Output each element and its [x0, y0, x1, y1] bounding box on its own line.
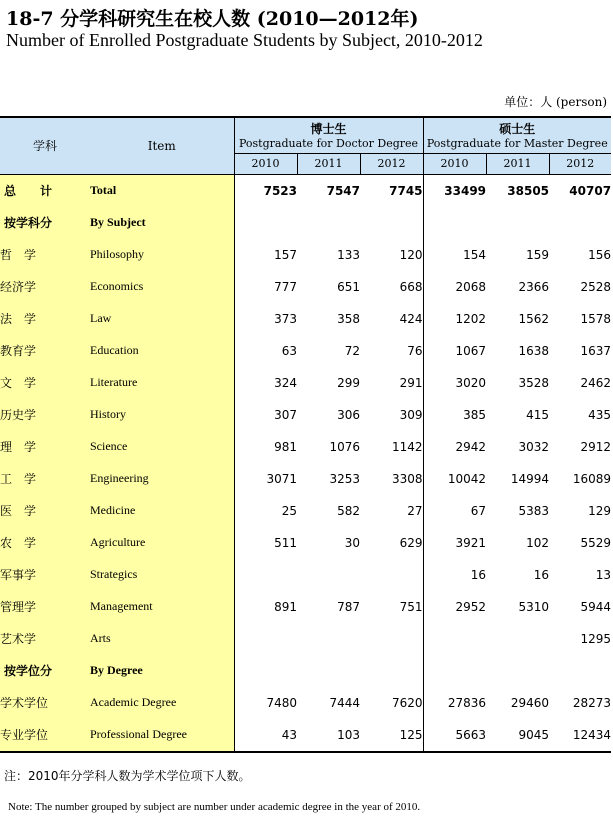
table-row	[0, 623, 611, 655]
master-value-cell: 40707	[569, 183, 612, 198]
master-value-cell: 3032	[518, 439, 550, 454]
doctor-value-cell: 787	[337, 599, 360, 614]
master-value-cell: 3921	[455, 535, 487, 550]
master-value-cell: 3528	[518, 375, 550, 390]
master-value-cell: 27836	[447, 695, 487, 710]
table-row	[0, 463, 611, 495]
table-row	[0, 719, 611, 752]
table-row	[0, 399, 611, 431]
table-row	[0, 495, 611, 527]
row-label-cn: 总 计	[0, 174, 90, 207]
master-value-cell: 154	[463, 247, 487, 262]
doctor-value-cell: 25	[281, 503, 297, 518]
unit-label: 单位：人 (person)	[504, 95, 607, 109]
header-doctor-year: 2012	[360, 153, 423, 174]
master-value-cell	[549, 655, 611, 687]
row-label-cn: 按学科分	[0, 207, 90, 239]
header-doctor-group	[234, 117, 423, 153]
doctor-value-cell: 7480	[266, 695, 297, 710]
master-value-cell: 12434	[549, 719, 611, 752]
row-label-cn: 理 学	[0, 431, 90, 463]
doctor-value-cell: 751	[360, 591, 423, 623]
master-value-cell	[423, 207, 486, 239]
master-value-cell: 2462	[580, 375, 612, 390]
master-value-cell: 5310	[518, 599, 550, 614]
doctor-value-cell: 63	[281, 343, 297, 358]
row-label-en: Agriculture	[90, 527, 234, 559]
doctor-value-cell: 981	[274, 439, 297, 454]
row-label-cn: 艺术学	[0, 623, 90, 655]
doctor-value-cell: 7745	[360, 174, 423, 207]
master-value-cell: 1578	[580, 311, 612, 326]
header-doctor-year: 2010	[234, 153, 297, 174]
doctor-value-cell	[360, 655, 423, 687]
doctor-value-cell: 27	[360, 495, 423, 527]
master-value-cell	[486, 623, 549, 655]
doctor-value-cell: 373	[274, 311, 297, 326]
doctor-value-cell: 103	[297, 719, 360, 752]
row-label-en: Education	[90, 335, 234, 367]
master-value-cell: 1562	[518, 311, 550, 326]
table-row	[0, 335, 611, 367]
master-value-cell: 5383	[518, 503, 550, 518]
master-value-cell: 102	[526, 535, 550, 550]
master-value-cell: 28273	[572, 695, 612, 710]
master-value-cell: 16	[533, 567, 550, 582]
master-value-cell: 2068	[455, 279, 487, 294]
doctor-value-cell: 324	[274, 375, 297, 390]
header-doctor-year: 2011	[297, 153, 360, 174]
page-title-en: Number of Enrolled Postgraduate Students by Subject, 2010-2012	[6, 30, 483, 50]
header-doctor-cn: 博士生	[310, 122, 347, 137]
row-label-en: Philosophy	[90, 239, 234, 271]
row-label-en: Arts	[90, 623, 234, 655]
table-row	[0, 367, 611, 399]
row-label-cn: 经济学	[0, 271, 90, 303]
page-title-cn: 18-7 分学科研究生在校人数 (2010—2012年)	[6, 8, 419, 30]
master-value-cell	[486, 207, 549, 239]
master-value-cell: 385	[463, 407, 487, 422]
row-label-cn: 哲 学	[0, 239, 90, 271]
row-label-en: Total	[90, 174, 234, 207]
doctor-value-cell: 307	[274, 407, 297, 422]
master-value-cell: 1202	[455, 311, 487, 326]
table-row	[0, 687, 611, 719]
note-cn: 注：2010年分学科人数为学术学位项下人数。	[4, 769, 251, 783]
master-value-cell	[423, 655, 486, 687]
master-value-cell: 38505	[507, 183, 550, 198]
header-master-year: 2011	[486, 153, 549, 174]
doctor-value-cell: 3253	[329, 471, 360, 486]
doctor-value-cell: 424	[360, 303, 423, 335]
table-row	[0, 207, 611, 239]
doctor-value-cell: 1142	[360, 431, 423, 463]
doctor-value-cell: 777	[274, 279, 297, 294]
master-value-cell: 5529	[580, 535, 612, 550]
row-label-cn: 农 学	[0, 527, 90, 559]
row-label-en: By Subject	[90, 207, 234, 239]
row-label-en: Professional Degree	[90, 719, 234, 752]
header-subject-cn: 学科	[0, 117, 90, 174]
master-value-cell: 5663	[423, 719, 486, 752]
doctor-value-cell: 43	[234, 719, 297, 752]
master-value-cell: 1067	[455, 343, 487, 358]
doctor-value-cell	[297, 559, 360, 591]
doctor-value-cell: 7547	[326, 183, 360, 198]
master-value-cell: 5944	[580, 599, 612, 614]
table-row	[0, 303, 611, 335]
doctor-value-cell: 1076	[329, 439, 360, 454]
row-label-cn: 工 学	[0, 463, 90, 495]
table-row	[0, 591, 611, 623]
row-label-cn: 文 学	[0, 367, 90, 399]
header-master-year: 2012	[549, 153, 611, 174]
table-row	[0, 559, 611, 591]
master-value-cell: 33499	[444, 183, 487, 198]
master-value-cell: 10042	[447, 471, 487, 486]
note-en: Note: The number grouped by subject are number under academic degree in the year of 2010.	[8, 801, 421, 813]
master-value-cell	[486, 655, 549, 687]
table-row	[0, 527, 611, 559]
doctor-value-cell: 358	[337, 311, 360, 326]
master-value-cell: 67	[470, 503, 487, 518]
master-value-cell: 2912	[580, 439, 612, 454]
doctor-value-cell	[234, 623, 297, 655]
master-value-cell: 435	[588, 407, 612, 422]
doctor-value-cell	[360, 559, 423, 591]
table-row	[0, 239, 611, 271]
doctor-value-cell	[360, 623, 423, 655]
doctor-value-cell: 133	[337, 247, 360, 262]
master-value-cell: 9045	[486, 719, 549, 752]
doctor-value-cell: 3308	[360, 463, 423, 495]
doctor-value-cell: 511	[274, 535, 297, 550]
master-value-cell: 13	[595, 567, 612, 582]
row-label-en: Economics	[90, 271, 234, 303]
doctor-value-cell	[297, 623, 360, 655]
doctor-value-cell: 668	[360, 271, 423, 303]
master-value-cell: 415	[526, 407, 550, 422]
doctor-value-cell: 306	[337, 407, 360, 422]
master-value-cell: 2952	[455, 599, 487, 614]
row-label-en: History	[90, 399, 234, 431]
header-doctor-en: Postgraduate for Doctor Degree	[238, 137, 419, 151]
row-label-en: Science	[90, 431, 234, 463]
doctor-value-cell: 76	[360, 335, 423, 367]
master-value-cell: 1638	[518, 343, 550, 358]
doctor-value-cell: 7523	[263, 183, 297, 198]
table-row	[0, 655, 611, 687]
master-value-cell: 1295	[580, 631, 612, 646]
doctor-value-cell: 72	[344, 343, 360, 358]
doctor-value-cell: 3071	[266, 471, 297, 486]
master-value-cell: 156	[588, 247, 612, 262]
master-value-cell: 29460	[510, 695, 550, 710]
doctor-value-cell	[297, 655, 360, 687]
doctor-value-cell: 582	[337, 503, 360, 518]
doctor-value-cell: 309	[360, 399, 423, 431]
doctor-value-cell	[234, 207, 297, 239]
row-label-cn: 专业学位	[0, 719, 90, 752]
doctor-value-cell	[234, 655, 297, 687]
header-master-en: Postgraduate for Master Degree	[426, 137, 608, 151]
master-value-cell: 2528	[580, 279, 612, 294]
row-label-en: Academic Degree	[90, 687, 234, 719]
header-subject-en: Item	[90, 117, 234, 174]
table-row	[0, 431, 611, 463]
doctor-value-cell	[297, 207, 360, 239]
table-row	[0, 174, 611, 207]
master-value-cell	[423, 623, 486, 655]
row-label-cn: 学术学位	[0, 687, 90, 719]
row-label-cn: 军事学	[0, 559, 90, 591]
doctor-value-cell: 7620	[360, 687, 423, 719]
row-label-en: Engineering	[90, 463, 234, 495]
master-value-cell: 2366	[518, 279, 550, 294]
master-value-cell: 14994	[510, 471, 550, 486]
doctor-value-cell: 629	[360, 527, 423, 559]
row-label-cn: 教育学	[0, 335, 90, 367]
table-row	[0, 271, 611, 303]
row-label-en: Strategics	[90, 559, 234, 591]
doctor-value-cell: 30	[344, 535, 360, 550]
doctor-value-cell: 651	[337, 279, 360, 294]
master-value-cell: 2942	[455, 439, 487, 454]
row-label-cn: 管理学	[0, 591, 90, 623]
header-master-group	[423, 117, 611, 153]
doctor-value-cell: 120	[360, 239, 423, 271]
master-value-cell: 3020	[455, 375, 487, 390]
master-value-cell: 129	[588, 503, 612, 518]
row-label-en: By Degree	[90, 655, 234, 687]
doctor-value-cell: 125	[360, 719, 423, 752]
master-value-cell: 1637	[580, 343, 612, 358]
header-master-year: 2010	[423, 153, 486, 174]
row-label-cn: 法 学	[0, 303, 90, 335]
row-label-en: Medicine	[90, 495, 234, 527]
row-label-en: Literature	[90, 367, 234, 399]
master-value-cell: 159	[526, 247, 550, 262]
doctor-value-cell	[234, 559, 297, 591]
master-value-cell: 16089	[572, 471, 612, 486]
row-label-cn: 医 学	[0, 495, 90, 527]
doctor-value-cell	[360, 207, 423, 239]
doctor-value-cell: 291	[360, 367, 423, 399]
row-label-en: Management	[90, 591, 234, 623]
doctor-value-cell: 157	[274, 247, 297, 262]
doctor-value-cell: 7444	[329, 695, 360, 710]
doctor-value-cell: 891	[274, 599, 297, 614]
header-master-cn: 硕士生	[499, 122, 536, 137]
row-label-en: Law	[90, 303, 234, 335]
doctor-value-cell: 299	[337, 375, 360, 390]
row-label-cn: 历史学	[0, 399, 90, 431]
master-value-cell	[549, 207, 611, 239]
table-body	[0, 174, 611, 752]
row-label-cn: 按学位分	[0, 655, 90, 687]
master-value-cell: 16	[470, 567, 487, 582]
enrollment-table	[0, 116, 611, 753]
